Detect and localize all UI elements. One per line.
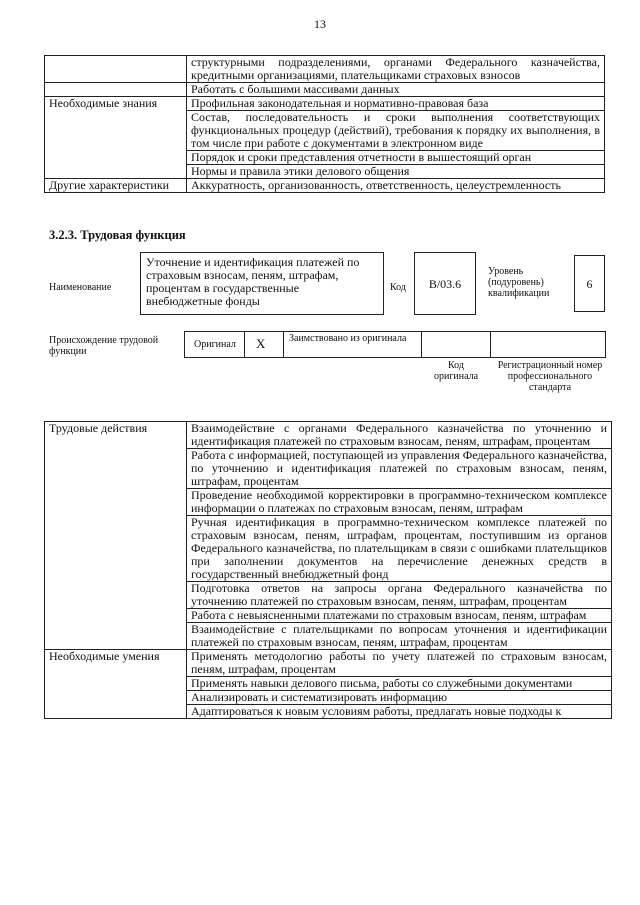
- divider: [244, 331, 246, 358]
- row-label: [45, 677, 187, 691]
- function-name: Уточнение и идентификация платежей по страховым взносам, пеням, штрафам, процентам в государственные внебюджетные фонды: [146, 255, 360, 308]
- row-label: [45, 705, 187, 719]
- row-label: [45, 516, 187, 582]
- row-label: [45, 111, 187, 151]
- row-label: [45, 151, 187, 165]
- divider: [490, 331, 492, 358]
- row-cell: Работать с большими массивами данных: [187, 83, 605, 97]
- row-cell: Применять навыки делового письма, работы со служебными документами: [187, 677, 612, 691]
- row-cell: Нормы и правила этики делового общения: [187, 165, 605, 179]
- row-label: [45, 582, 187, 609]
- row-cell: Состав, последовательность и сроки выполнения соответствующих функциональных процедур (действий), требования к порядку их выполнения, в том числе при работе с документами в электронном виде: [187, 111, 605, 151]
- code-label: Код: [390, 282, 406, 293]
- code-caption: Код оригинала: [433, 360, 479, 382]
- level-value: 6: [586, 277, 593, 291]
- row-cell: Ручная идентификация в программно-техническом комплексе платежей по страховым взносам, пеням, штрафам, процентам, поступившим из органов Федерального казначейства, по плательщикам в связи с ошибками плательщиков при заполнении документов на перечисление денежных средств в государственный внебюджетный фонд: [187, 516, 612, 582]
- row-cell: Работа с информацией, поступающей из управления Федерального казначейства, по уточнению и идентификация платежей по страховым взносам, пеням, штрафам, процентам: [187, 449, 612, 489]
- row-cell: Применять методологию работы по учету платежей по страховым взносам, пеням, штрафам, процентам: [187, 650, 612, 677]
- code-box: [414, 252, 476, 315]
- row-cell: Работа с невыясненными платежами по страховым взносам, пеням, штрафам: [187, 609, 612, 623]
- row-label: Трудовые действия: [45, 422, 187, 449]
- row-label: [45, 56, 187, 83]
- row-label: Необходимые знания: [45, 97, 187, 111]
- level-label: Уровень (подуровень) квалификации: [488, 266, 550, 299]
- row-label: [45, 489, 187, 516]
- row-cell: структурными подразделениями, органами Федерального казначейства, кредитными организациями, плательщиками страховых взносов: [187, 56, 605, 83]
- row-label: [45, 609, 187, 623]
- table-row: [45, 56, 605, 83]
- table-row: [45, 449, 612, 489]
- row-cell: Профильная законодательная и нормативно-правовая база: [187, 97, 605, 111]
- row-label: [45, 165, 187, 179]
- level-box: [574, 255, 605, 312]
- table-row: [45, 705, 612, 719]
- row-label: [45, 83, 187, 97]
- table-row: [45, 422, 612, 449]
- row-label: Необходимые умения: [45, 650, 187, 677]
- divider: [283, 331, 285, 358]
- table-row: [45, 97, 605, 111]
- row-label: Другие характеристики: [45, 179, 187, 193]
- section-heading: 3.2.3. Трудовая функция: [49, 228, 186, 242]
- reg-caption: Регистрационный номер профессионального стандарта: [497, 360, 603, 393]
- row-label: [45, 623, 187, 650]
- row-label: [45, 449, 187, 489]
- original-mark: X: [256, 336, 266, 351]
- name-label: Наименование: [49, 282, 112, 293]
- row-cell: Взаимодействие с плательщиками по вопросам уточнения и идентификации платежей по страховым взносам, пеням, штрафам, процентам: [187, 623, 612, 650]
- table-row: [45, 582, 612, 609]
- origin-label: Происхождение трудовой функции: [49, 335, 159, 357]
- table-row: [45, 623, 612, 650]
- table-row: [45, 691, 612, 705]
- row-cell: Порядок и сроки представления отчетности в вышестоящий орган: [187, 151, 605, 165]
- table-row: [45, 650, 612, 677]
- table-row: [45, 83, 605, 97]
- divider: [421, 331, 423, 358]
- borrowed-label: Заимствовано из оригинала: [289, 333, 407, 344]
- table-row: [45, 179, 605, 193]
- knowledge-table: [44, 55, 605, 193]
- row-cell: Проведение необходимой корректировки в программно-техническом комплексе информации о платежах по страховым взносам, пеням, штрафам: [187, 489, 612, 516]
- table-row: [45, 677, 612, 691]
- row-cell: Взаимодействие с органами Федерального казначейства по уточнению и идентификация платежей по страховым взносам, пеням, штрафам, процентам: [187, 422, 612, 449]
- row-cell: Подготовка ответов на запросы органа Федерального казначейства по уточнению платежей по страховым взносам, пеням, штрафам, процентам: [187, 582, 612, 609]
- row-cell: Аккуратность, организованность, ответственность, целеустремленность: [187, 179, 605, 193]
- table-row: [45, 111, 605, 151]
- row-cell: Адаптироваться к новым условиям работы, предлагать новые подходы к: [187, 705, 612, 719]
- actions-table: [44, 421, 612, 719]
- table-row: [45, 151, 605, 165]
- page-number: 13: [314, 17, 326, 31]
- table-row: [45, 165, 605, 179]
- table-row: [45, 489, 612, 516]
- row-label: [45, 691, 187, 705]
- function-name-box: [140, 252, 384, 315]
- original-label: Оригинал: [194, 339, 236, 350]
- table-row: [45, 609, 612, 623]
- table-row: [45, 516, 612, 582]
- code-value: В/03.6: [428, 277, 462, 291]
- row-cell: Анализировать и систематизировать информацию: [187, 691, 612, 705]
